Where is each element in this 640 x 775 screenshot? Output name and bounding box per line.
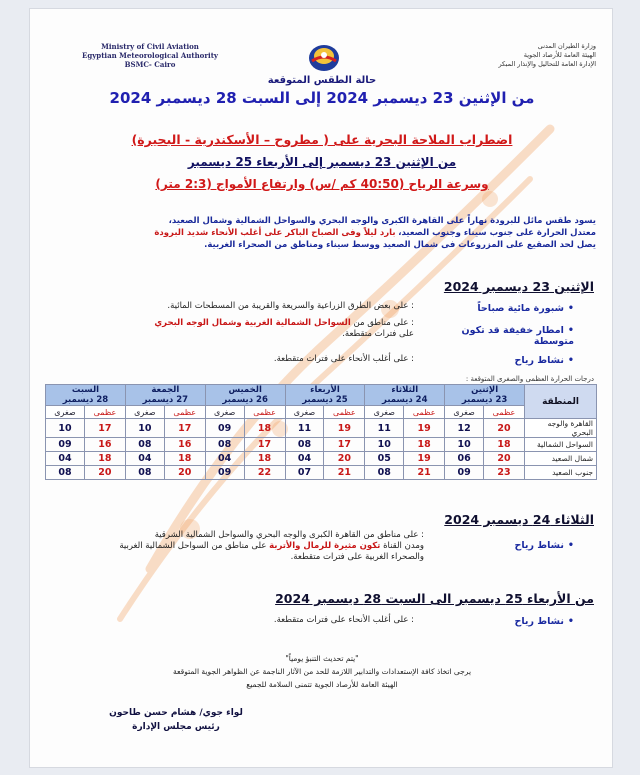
general-line-2a: معتدل الحرارة على جنوب سيناء وجنوب الصعيد، <box>398 228 596 238</box>
table-caption: درجات الحرارة العظمى والصغرى المتوقعة : <box>465 375 594 383</box>
max-label: عظمى <box>483 406 524 419</box>
day-header <box>205 385 285 406</box>
min-temp-cell: 05 <box>365 452 404 466</box>
header-arabic <box>446 42 596 69</box>
signer-name: لواء جوي/ هشام حسن طاحون <box>109 708 243 718</box>
min-temp-cell: 10 <box>445 438 484 452</box>
header-ar-line: وزارة الطيران المدنى <box>537 42 596 50</box>
day-header-text: 26 ديسمبر <box>222 395 268 405</box>
day-header-text: الأربعاء <box>310 385 340 395</box>
min-temp-cell: 04 <box>205 452 244 466</box>
max-temp-cell: 20 <box>483 419 524 438</box>
day1-rain-desc-red: السواحل الشمالية الغربية وشمال الوجه البحري <box>154 318 351 328</box>
max-temp-cell: 20 <box>164 466 205 480</box>
max-temp-cell: 18 <box>244 419 285 438</box>
min-temp-cell: 08 <box>285 438 324 452</box>
min-temp-cell: 10 <box>125 419 164 438</box>
signer-title: رئيس مجلس الإدارة <box>132 722 220 732</box>
day2-desc-b: ومدن القناة <box>383 541 424 551</box>
day2-desc-c: على مناطق من السواحل الشمالية الغربية <box>119 541 267 551</box>
table-row <box>46 466 597 480</box>
max-temp-cell: 17 <box>244 438 285 452</box>
min-temp-cell: 07 <box>285 466 324 480</box>
max-label: عظمى <box>324 406 365 419</box>
min-temp-cell: 09 <box>205 419 244 438</box>
min-temp-cell: 04 <box>46 452 85 466</box>
max-temp-cell: 18 <box>84 452 125 466</box>
min-label: صغرى <box>205 406 244 419</box>
max-temp-cell: 17 <box>164 419 205 438</box>
min-temp-cell: 12 <box>445 419 484 438</box>
min-temp-cell: 08 <box>125 438 164 452</box>
table-row <box>46 452 597 466</box>
min-label: صغرى <box>46 406 85 419</box>
min-label: صغرى <box>365 406 404 419</box>
min-temp-cell: 11 <box>285 419 324 438</box>
day2-desc-line-3: والصحراء الغربية على فترات متقطعة. <box>290 552 424 562</box>
day1-heading: الإثنين 23 ديسمبر 2024 <box>443 279 594 294</box>
max-temp-cell: 18 <box>244 452 285 466</box>
day-header-text: الثلاثاء <box>391 385 419 395</box>
footer-update-note: "يتم تحديث التنبؤ يومياً" <box>285 654 359 663</box>
min-label: صغرى <box>125 406 164 419</box>
day2-item-label: • نشاط رياح <box>424 540 574 551</box>
day-header-text: 24 ديسمبر <box>382 395 428 405</box>
table-row <box>46 419 597 438</box>
min-label: صغرى <box>285 406 324 419</box>
max-temp-cell: 22 <box>244 466 285 480</box>
day-header <box>445 385 525 406</box>
day-header <box>285 385 365 406</box>
general-line-1: يسود طقس مائل للبرودة نهاراً على القاهرة الكبرى والوجه البحري والسواحل الشمالية وشمال الصعيد، <box>168 216 596 226</box>
max-label: عظمى <box>404 406 445 419</box>
max-label: عظمى <box>84 406 125 419</box>
region-header: المنطقة <box>525 385 597 419</box>
forecast-subtitle: حالة الطقس المتوقعة <box>267 75 377 86</box>
min-temp-cell: 10 <box>365 438 404 452</box>
max-label: عظمى <box>164 406 205 419</box>
day-header-text: السبت <box>71 385 100 395</box>
day3-heading: من الأربعاء 25 ديسمبر الى السبت 28 ديسمبر 2024 <box>275 591 594 606</box>
min-temp-cell: 08 <box>46 466 85 480</box>
max-temp-cell: 21 <box>404 466 445 480</box>
max-temp-cell: 17 <box>324 438 365 452</box>
day-header-text: 25 ديسمبر <box>302 395 348 405</box>
day3-item-label: • نشاط رياح <box>424 616 574 627</box>
max-temp-cell: 18 <box>164 452 205 466</box>
marine-winds: وسرعة الرياح (40:50 كم /س) وارتفاع الأمواج (2:3 متر) <box>155 177 489 191</box>
day1-rain-desc-b: على فترات متقطعة. <box>342 329 414 339</box>
day-header-text: الجمعة <box>151 385 180 395</box>
max-temp-cell: 19 <box>404 419 445 438</box>
header-en-line: Egyptian Meteorological Authority <box>82 51 218 60</box>
header-en-line: BSMC- Cairo <box>124 60 176 69</box>
region-name: شمال الصعيد <box>525 452 597 466</box>
general-line-2b: بارد ليلاً وفى الصباح الباكر على أغلب الأنحاء شديد البرودة <box>154 228 396 238</box>
day-header-text: 23 ديسمبر <box>461 395 508 405</box>
min-temp-cell: 10 <box>46 419 85 438</box>
day1-item-desc <box>74 318 414 340</box>
day-header <box>125 385 205 406</box>
forecast-sheet <box>29 8 613 768</box>
region-name: القاهرة والوجه البحري <box>525 419 597 438</box>
day3-item-desc: : على أغلب الأنحاء على فترات متقطعة. <box>273 615 414 625</box>
header-english <box>70 42 230 69</box>
forecast-period-title: من الإثنين 23 ديسمبر 2024 إلى السبت 28 ديسمبر 2024 <box>109 89 535 107</box>
min-temp-cell: 09 <box>445 466 484 480</box>
max-temp-cell: 23 <box>483 466 524 480</box>
max-temp-cell: 19 <box>324 419 365 438</box>
min-temp-cell: 08 <box>365 466 404 480</box>
header-ar-line: الإدارة العامة للتحاليل والإنذار المبكر <box>498 60 596 68</box>
day1-rain-desc-a: : على مناطق من <box>353 318 414 328</box>
day2-heading: الثلاثاء 24 ديسمبر 2024 <box>444 512 594 527</box>
header-en-line: Ministry of Civil Aviation <box>101 42 199 51</box>
min-temp-cell: 04 <box>285 452 324 466</box>
min-temp-cell: 04 <box>125 452 164 466</box>
max-temp-cell: 20 <box>84 466 125 480</box>
max-temp-cell: 19 <box>404 452 445 466</box>
min-label: صغرى <box>445 406 484 419</box>
general-paragraph <box>56 215 596 251</box>
authority-logo-icon <box>306 43 342 73</box>
max-temp-cell: 20 <box>324 452 365 466</box>
day1-item-desc: : على أغلب الأنحاء على فترات متقطعة. <box>273 354 414 364</box>
table-row <box>46 438 597 452</box>
min-temp-cell: 09 <box>205 466 244 480</box>
day2-desc-red: تكون مثيرة للرمال والأتربة <box>269 541 381 551</box>
max-temp-cell: 16 <box>84 438 125 452</box>
min-temp-cell: 06 <box>445 452 484 466</box>
min-temp-cell: 08 <box>205 438 244 452</box>
min-temp-cell: 11 <box>365 419 404 438</box>
min-temp-cell: 08 <box>125 466 164 480</box>
day-header-text: 27 ديسمبر <box>142 395 189 405</box>
max-label: عظمى <box>244 406 285 419</box>
day-header <box>46 385 126 406</box>
region-name: السواحل الشمالية <box>525 438 597 452</box>
max-temp-cell: 21 <box>324 466 365 480</box>
day1-item-label: • شبورة مائية صباحاً <box>424 303 574 314</box>
day-header-text: الإثنين <box>471 385 499 395</box>
max-temp-cell: 20 <box>483 452 524 466</box>
footer-advice: يرجى اتخاذ كافة الإستعدادات والتدابير اللازمة للحد من الآثار الناجمة عن الظواهر الجوية المتوقعة <box>172 667 472 676</box>
day1-item-label: • امطار خفيفة قد تكون متوسطة <box>424 325 574 347</box>
day1-item-desc: : على بعض الطرق الزراعية والسريعة والقريبة من المسطحات المائية. <box>167 301 414 311</box>
max-temp-cell: 18 <box>483 438 524 452</box>
footer-organization: الهيئة العامة للأرصاد الجوية تتمنى السلامة للجميع <box>246 680 398 689</box>
max-temp-cell: 16 <box>164 438 205 452</box>
max-temp-cell: 18 <box>404 438 445 452</box>
day-header <box>365 385 445 406</box>
region-name: جنوب الصعيد <box>525 466 597 480</box>
day-header-text: الخميس <box>228 385 262 395</box>
day2-desc-line-1: : على مناطق من القاهرة الكبرى والوجه البحري والسواحل الشمالية الشرقية <box>154 530 424 540</box>
marine-disturbance: اضطراب الملاحة البحرية على ( مطروح – الأسكندرية - البحيرة) <box>131 132 513 147</box>
marine-dates: من الإثنين 23 ديسمبر إلى الأربعاء 25 ديسمبر <box>187 155 457 169</box>
min-temp-cell: 09 <box>46 438 85 452</box>
day2-item-desc <box>64 530 424 563</box>
max-temp-cell: 17 <box>84 419 125 438</box>
general-line-3: يصل لحد الصقيع على المزروعات فى شمال الصعيد ووسط سيناء ومناطق من الصحراء الغربية. <box>204 240 596 250</box>
header-ar-line: الهيئة العامة للأرصاد الجوية <box>523 51 596 59</box>
day-header-text: 28 ديسمبر <box>62 395 109 405</box>
temperature-table <box>45 384 597 480</box>
day1-item-label: • نشاط رياح <box>424 355 574 366</box>
